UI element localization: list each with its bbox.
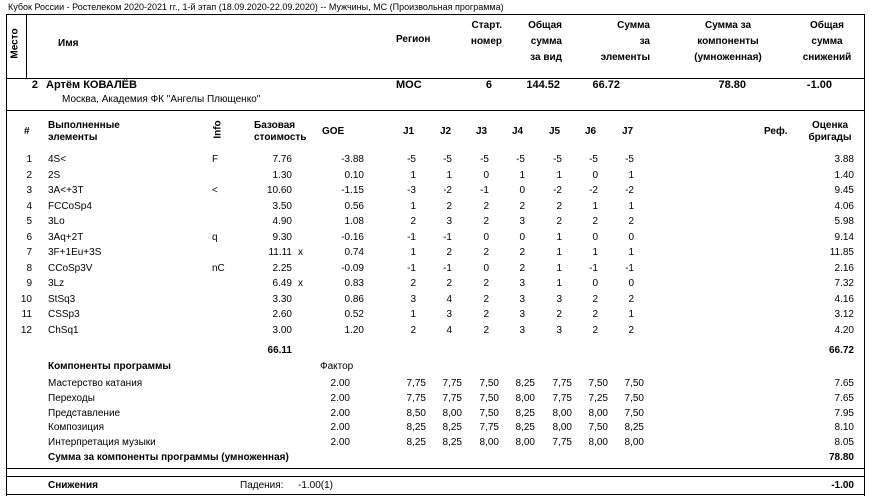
elements-sum-header-3: элементы <box>600 52 650 63</box>
element-info: < <box>212 185 218 196</box>
element-judge-score: 2 <box>519 247 525 258</box>
element-number: 8 <box>26 262 32 274</box>
element-number: 2 <box>26 169 32 181</box>
element-base: 4.90 <box>272 216 292 227</box>
element-judge-score: 3 <box>410 293 416 305</box>
element-judge-score: 1 <box>519 169 525 181</box>
element-bonus-mark: x <box>298 247 303 258</box>
element-goe: 0.52 <box>344 309 364 320</box>
info-header: Info <box>212 120 224 139</box>
component-judge-score: 8,25 <box>515 407 535 419</box>
components-separator <box>6 468 864 469</box>
element-judge-score: 1 <box>592 200 598 212</box>
skater-start-no: 6 <box>485 79 492 91</box>
base-header-2: стоимость <box>254 132 307 143</box>
element-judge-score: 2 <box>446 247 452 258</box>
element-info: F <box>212 154 219 165</box>
element-judge-score: 1 <box>556 278 562 289</box>
element-judge-score: 1 <box>628 169 634 181</box>
element-judge-score: 1 <box>410 200 416 212</box>
element-number: 3 <box>26 185 32 196</box>
component-judge-score: 8,00 <box>442 407 462 419</box>
component-judge-score: 7,75 <box>552 437 572 449</box>
element-judge-score: 2 <box>446 200 452 212</box>
element-judge-score: -5 <box>589 154 598 165</box>
element-goe: -0.16 <box>341 231 364 243</box>
element-judge-score: 0 <box>592 231 598 243</box>
element-panel-score: 1.40 <box>834 169 854 181</box>
element-base: 6.49 <box>272 278 292 289</box>
element-base: 10.60 <box>266 185 292 196</box>
component-judge-score: 8,25 <box>515 378 535 389</box>
components-sum-header-3: (умноженная) <box>694 52 762 63</box>
component-panel-score: 7.65 <box>834 392 854 404</box>
component-judge-score: 8,00 <box>479 437 499 449</box>
element-judge-score: 2 <box>410 278 416 289</box>
component-name: Мастерство катания <box>48 378 143 389</box>
element-panel-score: 3.88 <box>834 154 854 165</box>
component-judge-score: 8,00 <box>552 407 572 419</box>
element-base: 3.50 <box>272 200 292 212</box>
skater-total: 144.52 <box>526 79 560 91</box>
component-judge-score: 7,50 <box>624 407 644 419</box>
component-judge-score: 7,75 <box>552 392 572 404</box>
element-code: CCoSp3V <box>48 262 93 274</box>
component-judge-score: 8,00 <box>515 392 535 404</box>
components-sum-header-1: Сумма за <box>704 20 752 31</box>
component-judge-score: 7,75 <box>442 392 462 404</box>
element-number: 7 <box>26 247 32 258</box>
component-judge-score: 7,50 <box>624 392 644 404</box>
element-judge-score: 1 <box>410 309 416 320</box>
component-name: Интерпретация музыки <box>48 437 156 449</box>
element-panel-score: 4.06 <box>834 200 854 212</box>
element-judge-score: 0 <box>628 278 634 289</box>
frame-right <box>864 14 865 496</box>
component-judge-score: 8,00 <box>624 437 644 449</box>
component-judge-score: 7,50 <box>588 422 608 434</box>
component-judge-score: 7,75 <box>442 378 462 389</box>
region-header: Регион <box>396 34 431 45</box>
element-judge-score: -1 <box>480 185 489 196</box>
component-judge-score: 7,75 <box>479 422 499 434</box>
judge-header-3: J3 <box>476 126 488 137</box>
element-judge-score: 3 <box>519 216 525 227</box>
deductions-total: -1.00 <box>831 480 854 491</box>
element-judge-score: 1 <box>556 231 562 243</box>
skater-components-sum: 78.80 <box>718 79 746 91</box>
element-judge-score: 0 <box>519 231 525 243</box>
element-judge-score: 0 <box>519 185 525 196</box>
element-goe: 0.86 <box>344 293 364 305</box>
element-base: 1.30 <box>272 169 292 181</box>
elements-header-1: Выполненные <box>48 120 120 131</box>
element-base: 9.30 <box>272 231 292 243</box>
element-judge-score: 1 <box>410 247 416 258</box>
ref-header: Реф. <box>764 126 788 137</box>
component-panel-score: 8.10 <box>834 422 854 434</box>
component-name: Представление <box>48 407 121 419</box>
skater-name: Артём КОВАЛЁВ <box>46 79 137 91</box>
component-judge-score: 8,50 <box>406 407 426 419</box>
element-goe: 1.08 <box>344 216 364 227</box>
element-judge-score: 1 <box>556 247 562 258</box>
component-judge-score: 8,25 <box>442 422 462 434</box>
place-divider <box>26 14 27 78</box>
element-code: CSSp3 <box>48 309 80 320</box>
element-code: StSq3 <box>48 293 76 305</box>
base-total: 66.11 <box>267 345 292 356</box>
total-header-3: за вид <box>530 52 562 63</box>
element-number: 4 <box>26 200 32 212</box>
component-panel-score: 7.65 <box>834 378 854 389</box>
component-judge-score: 8,00 <box>588 407 608 419</box>
deductions-header-1: Общая <box>810 20 844 31</box>
component-judge-score: 7,50 <box>588 378 608 389</box>
falls-value: -1.00(1) <box>298 480 334 491</box>
components-total-label: Сумма за компоненты программы (умноженная) <box>48 452 289 463</box>
element-judge-score: -1 <box>407 262 416 274</box>
skater-deductions: -1.00 <box>806 79 832 91</box>
element-judge-score: 3 <box>519 324 525 336</box>
element-judge-score: 0 <box>483 231 489 243</box>
place-header: Место <box>9 28 21 59</box>
element-goe: 0.10 <box>344 169 364 181</box>
element-bonus-mark: x <box>298 278 303 289</box>
element-judge-score: 0 <box>483 169 489 181</box>
element-judge-score: 2 <box>410 324 416 336</box>
element-judge-score: 2 <box>446 278 452 289</box>
element-panel-score: 11.85 <box>829 247 854 258</box>
component-factor: 2.00 <box>330 437 350 449</box>
element-judge-score: -3 <box>407 185 416 196</box>
element-judge-score: 1 <box>410 169 416 181</box>
element-judge-score: -1 <box>443 262 452 274</box>
element-number: 5 <box>26 216 32 227</box>
element-judge-score: 1 <box>592 247 598 258</box>
element-judge-score: 2 <box>483 278 489 289</box>
panel-header-2: бригады <box>808 132 852 143</box>
element-goe: -3.88 <box>341 154 364 165</box>
element-number: 9 <box>26 278 32 289</box>
element-judge-score: 2 <box>556 200 562 212</box>
component-judge-score: 8,00 <box>588 437 608 449</box>
deductions-top-separator <box>6 476 864 477</box>
components-total: 78.80 <box>828 452 854 463</box>
element-code: ChSq1 <box>48 324 79 336</box>
element-judge-score: -1 <box>407 231 416 243</box>
component-judge-score: 8,00 <box>552 422 572 434</box>
element-judge-score: 2 <box>483 324 489 336</box>
component-judge-score: 8,25 <box>515 422 535 434</box>
goe-header: GOE <box>322 126 345 137</box>
component-factor: 2.00 <box>330 407 350 419</box>
element-goe: -0.09 <box>341 262 364 274</box>
element-code: 3Lz <box>48 278 65 289</box>
component-factor: 2.00 <box>330 392 350 404</box>
judge-header-7: J7 <box>622 126 634 137</box>
deductions-label: Снижения <box>48 480 98 491</box>
element-goe: 0.74 <box>344 247 364 258</box>
element-judge-score: 3 <box>519 309 525 320</box>
base-header-1: Базовая <box>254 120 296 131</box>
element-judge-score: 3 <box>519 293 525 305</box>
element-judge-score: 2 <box>483 216 489 227</box>
component-name: Композиция <box>48 422 105 434</box>
element-code: 3Lo <box>48 216 65 227</box>
element-judge-score: -1 <box>443 231 452 243</box>
elements-header-2: элементы <box>48 132 98 143</box>
skater-elements-sum: 66.72 <box>592 79 620 91</box>
component-judge-score: 7,50 <box>479 392 499 404</box>
component-judge-score: 7,75 <box>552 378 572 389</box>
element-judge-score: 3 <box>556 293 562 305</box>
components-sum-header-2: компоненты <box>697 36 759 47</box>
element-judge-score: 2 <box>628 324 634 336</box>
element-judge-score: 2 <box>410 216 416 227</box>
element-judge-score: 0 <box>483 262 489 274</box>
falls-label: Падения: <box>240 480 284 491</box>
panel-header-1: Оценка <box>811 120 849 131</box>
element-judge-score: 1 <box>556 262 562 274</box>
element-judge-score: 4 <box>446 293 452 305</box>
frame-bottom <box>6 494 864 495</box>
element-judge-score: -1 <box>625 262 634 274</box>
element-judge-score: 0 <box>628 231 634 243</box>
element-judge-score: 1 <box>628 309 634 320</box>
component-judge-score: 7,25 <box>588 392 608 404</box>
element-code: 2S <box>48 169 61 181</box>
element-base: 7.76 <box>272 154 292 165</box>
element-number: 11 <box>21 309 32 320</box>
element-judge-score: -5 <box>407 154 416 165</box>
judge-header-6: J6 <box>585 126 597 137</box>
judge-header-4: J4 <box>512 126 524 137</box>
element-judge-score: 2 <box>483 309 489 320</box>
element-judge-score: -2 <box>589 185 598 196</box>
element-judge-score: -5 <box>553 154 562 165</box>
element-info: nC <box>212 262 225 274</box>
element-judge-score: -5 <box>443 154 452 165</box>
start-no-header-2: номер <box>470 36 502 47</box>
element-judge-score: -2 <box>625 185 634 196</box>
element-code: 4S< <box>48 154 67 165</box>
element-goe: 1.20 <box>344 324 364 336</box>
component-judge-score: 7,50 <box>624 378 644 389</box>
total-header-1: Общая <box>528 20 562 31</box>
element-code: 3F+1Eu+3S <box>48 247 102 258</box>
component-panel-score: 7.95 <box>834 407 854 419</box>
deductions-header-2: сумма <box>811 36 843 47</box>
element-number: 1 <box>26 154 32 165</box>
component-judge-score: 7,75 <box>406 378 426 389</box>
element-judge-score: -5 <box>625 154 634 165</box>
element-number: 12 <box>20 324 32 336</box>
element-judge-score: 2 <box>592 293 598 305</box>
element-panel-score: 9.45 <box>834 185 854 196</box>
element-base: 3.30 <box>272 293 292 305</box>
component-panel-score: 8.05 <box>834 437 854 449</box>
component-factor: 2.00 <box>330 378 350 389</box>
element-code: 3Aq+2T <box>48 231 84 243</box>
element-base: 2.25 <box>272 262 292 274</box>
element-goe: 0.83 <box>344 278 364 289</box>
skater-region: MOC <box>396 79 422 91</box>
element-judge-score: 2 <box>628 293 634 305</box>
element-judge-score: 4 <box>446 324 452 336</box>
component-judge-score: 7,50 <box>479 407 499 419</box>
event-title: Кубок России - Ростелеком 2020-2021 гг., 1-й этап (18.09.2020-22.09.2020) -- Мужчины, МС (Произвольная программа) <box>8 2 504 12</box>
element-judge-score: 0 <box>592 278 598 289</box>
element-panel-score: 9.14 <box>834 231 854 243</box>
num-header: # <box>24 126 30 137</box>
element-judge-score: 2 <box>483 200 489 212</box>
element-judge-score: 3 <box>556 324 562 336</box>
skater-club: Москва, Академия ФК "Ангелы Плющенко" <box>62 94 261 105</box>
element-judge-score: 2 <box>592 309 598 320</box>
element-judge-score: 3 <box>519 278 525 289</box>
element-goe: -1.15 <box>341 185 364 196</box>
component-judge-score: 8,25 <box>624 422 644 434</box>
element-panel-score: 7.32 <box>834 278 854 289</box>
element-code: FCCoSp4 <box>48 200 92 212</box>
judge-header-2: J2 <box>440 126 452 137</box>
element-judge-score: 2 <box>628 216 634 227</box>
component-judge-score: 7,50 <box>479 378 499 389</box>
skater-place: 2 <box>31 79 38 91</box>
element-judge-score: 1 <box>556 169 562 181</box>
element-panel-score: 3.12 <box>834 309 854 320</box>
element-base: 2.60 <box>272 309 292 320</box>
element-judge-score: 2 <box>592 324 598 336</box>
element-judge-score: -1 <box>589 262 598 274</box>
component-judge-score: 7,75 <box>406 392 426 404</box>
element-judge-score: 0 <box>592 169 598 181</box>
element-base: 11.11 <box>268 247 292 258</box>
element-goe: 0.56 <box>344 200 364 212</box>
components-header: Компоненты программы <box>48 361 171 372</box>
element-code: 3A<+3T <box>48 185 84 196</box>
component-judge-score: 8,00 <box>515 437 535 449</box>
judge-header-5: J5 <box>549 126 561 137</box>
total-header-2: сумма <box>530 36 562 47</box>
element-number: 6 <box>26 231 32 243</box>
element-judge-score: -5 <box>480 154 489 165</box>
element-panel-score: 5.98 <box>834 216 854 227</box>
element-panel-score: 2.16 <box>834 262 854 274</box>
element-judge-score: -2 <box>553 185 562 196</box>
element-judge-score: 1 <box>628 200 634 212</box>
deductions-header-3: снижений <box>802 52 852 63</box>
elements-sum-header-2: за <box>639 36 650 47</box>
element-info: q <box>212 231 218 243</box>
elements-sum-header-1: Сумма <box>617 20 650 31</box>
component-name: Переходы <box>48 392 95 404</box>
element-number: 10 <box>20 293 32 305</box>
element-judge-score: 2 <box>519 200 525 212</box>
judge-header-1: J1 <box>403 126 415 137</box>
element-base: 3.00 <box>272 324 292 336</box>
elements-total: 66.72 <box>828 345 854 356</box>
element-judge-score: 2 <box>483 247 489 258</box>
factor-header: Фактор <box>320 361 354 372</box>
start-no-header-1: Старт. <box>471 20 502 31</box>
element-judge-score: 3 <box>446 216 452 227</box>
component-factor: 2.00 <box>330 422 350 434</box>
element-panel-score: 4.16 <box>834 293 854 305</box>
component-judge-score: 8,25 <box>406 437 426 449</box>
element-judge-score: 2 <box>592 216 598 227</box>
element-judge-score: -2 <box>443 185 452 196</box>
component-judge-score: 8,25 <box>442 437 462 449</box>
element-judge-score: 2 <box>483 293 489 305</box>
component-judge-score: 8,25 <box>406 422 426 434</box>
element-judge-score: 3 <box>446 309 452 320</box>
name-header: Имя <box>58 38 79 49</box>
element-judge-score: 2 <box>556 309 562 320</box>
element-panel-score: 4.20 <box>834 324 854 336</box>
element-judge-score: 2 <box>556 216 562 227</box>
element-judge-score: 2 <box>519 262 525 274</box>
element-judge-score: -5 <box>516 154 525 165</box>
element-judge-score: 1 <box>628 247 634 258</box>
element-judge-score: 1 <box>446 169 452 181</box>
frame-top <box>6 14 864 15</box>
skater-separator <box>6 110 864 111</box>
